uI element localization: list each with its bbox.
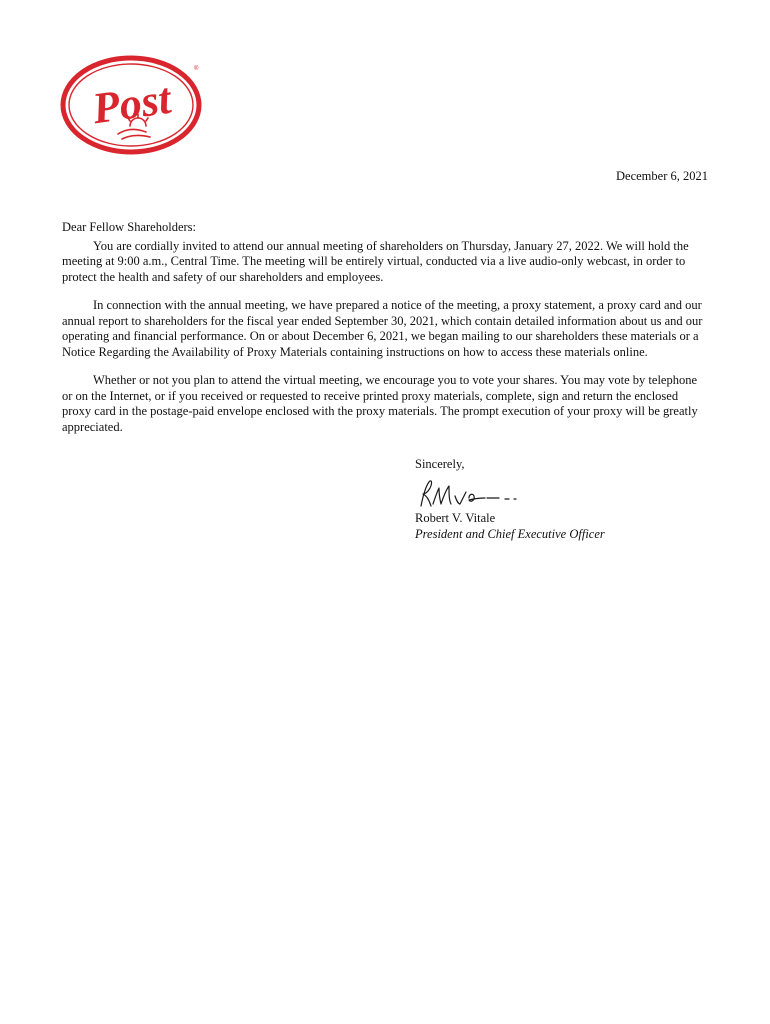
closing: Sincerely, <box>415 457 465 471</box>
signer-title: President and Chief Executive Officer <box>415 527 605 541</box>
letter-date: December 6, 2021 <box>616 169 708 183</box>
signer-name: Robert V. Vitale <box>415 511 496 525</box>
paragraph-voting: Whether or not you plan to attend the virtual meeting, we encourage you to vote your shares. You may vote by telephone or on the Internet, or if you received or requested to receive printed proxy materials, complete, sign and return the enclosed proxy card in the postage-paid envelope enclosed with the proxy materials. The prompt execution of your proxy will be greatly appreciated. <box>62 373 698 434</box>
handwritten-signature <box>413 476 523 510</box>
post-logo <box>60 54 204 156</box>
svg-text:®: ® <box>194 66 199 72</box>
logo-wordmark: Post <box>89 73 174 134</box>
letter-body <box>62 220 708 448</box>
paragraph-meeting-invitation: You are cordially invited to attend our annual meeting of shareholders on Thursday, January 27, 2022. We will hold the meeting at 9:00 a.m., Central Time. The meeting will be entirely virtual, conducted via a live audio-only webcast, in order to protect the health and safety of our shareholders and employees. <box>62 238 689 284</box>
paragraph-proxy-materials: In connection with the annual meeting, we have prepared a notice of the meeting, a proxy statement, a proxy card and our annual report to shareholders for the fiscal year ended September 30, 2021, which contain detailed information about us and our operating and financial performance. On or about December 6, 2021, we began mailing to our shareholders these materials or a Notice Regarding the Availability of Proxy Materials containing instructions on how to access these materials online. <box>62 298 703 359</box>
salutation: Dear Fellow Shareholders: <box>62 220 196 234</box>
